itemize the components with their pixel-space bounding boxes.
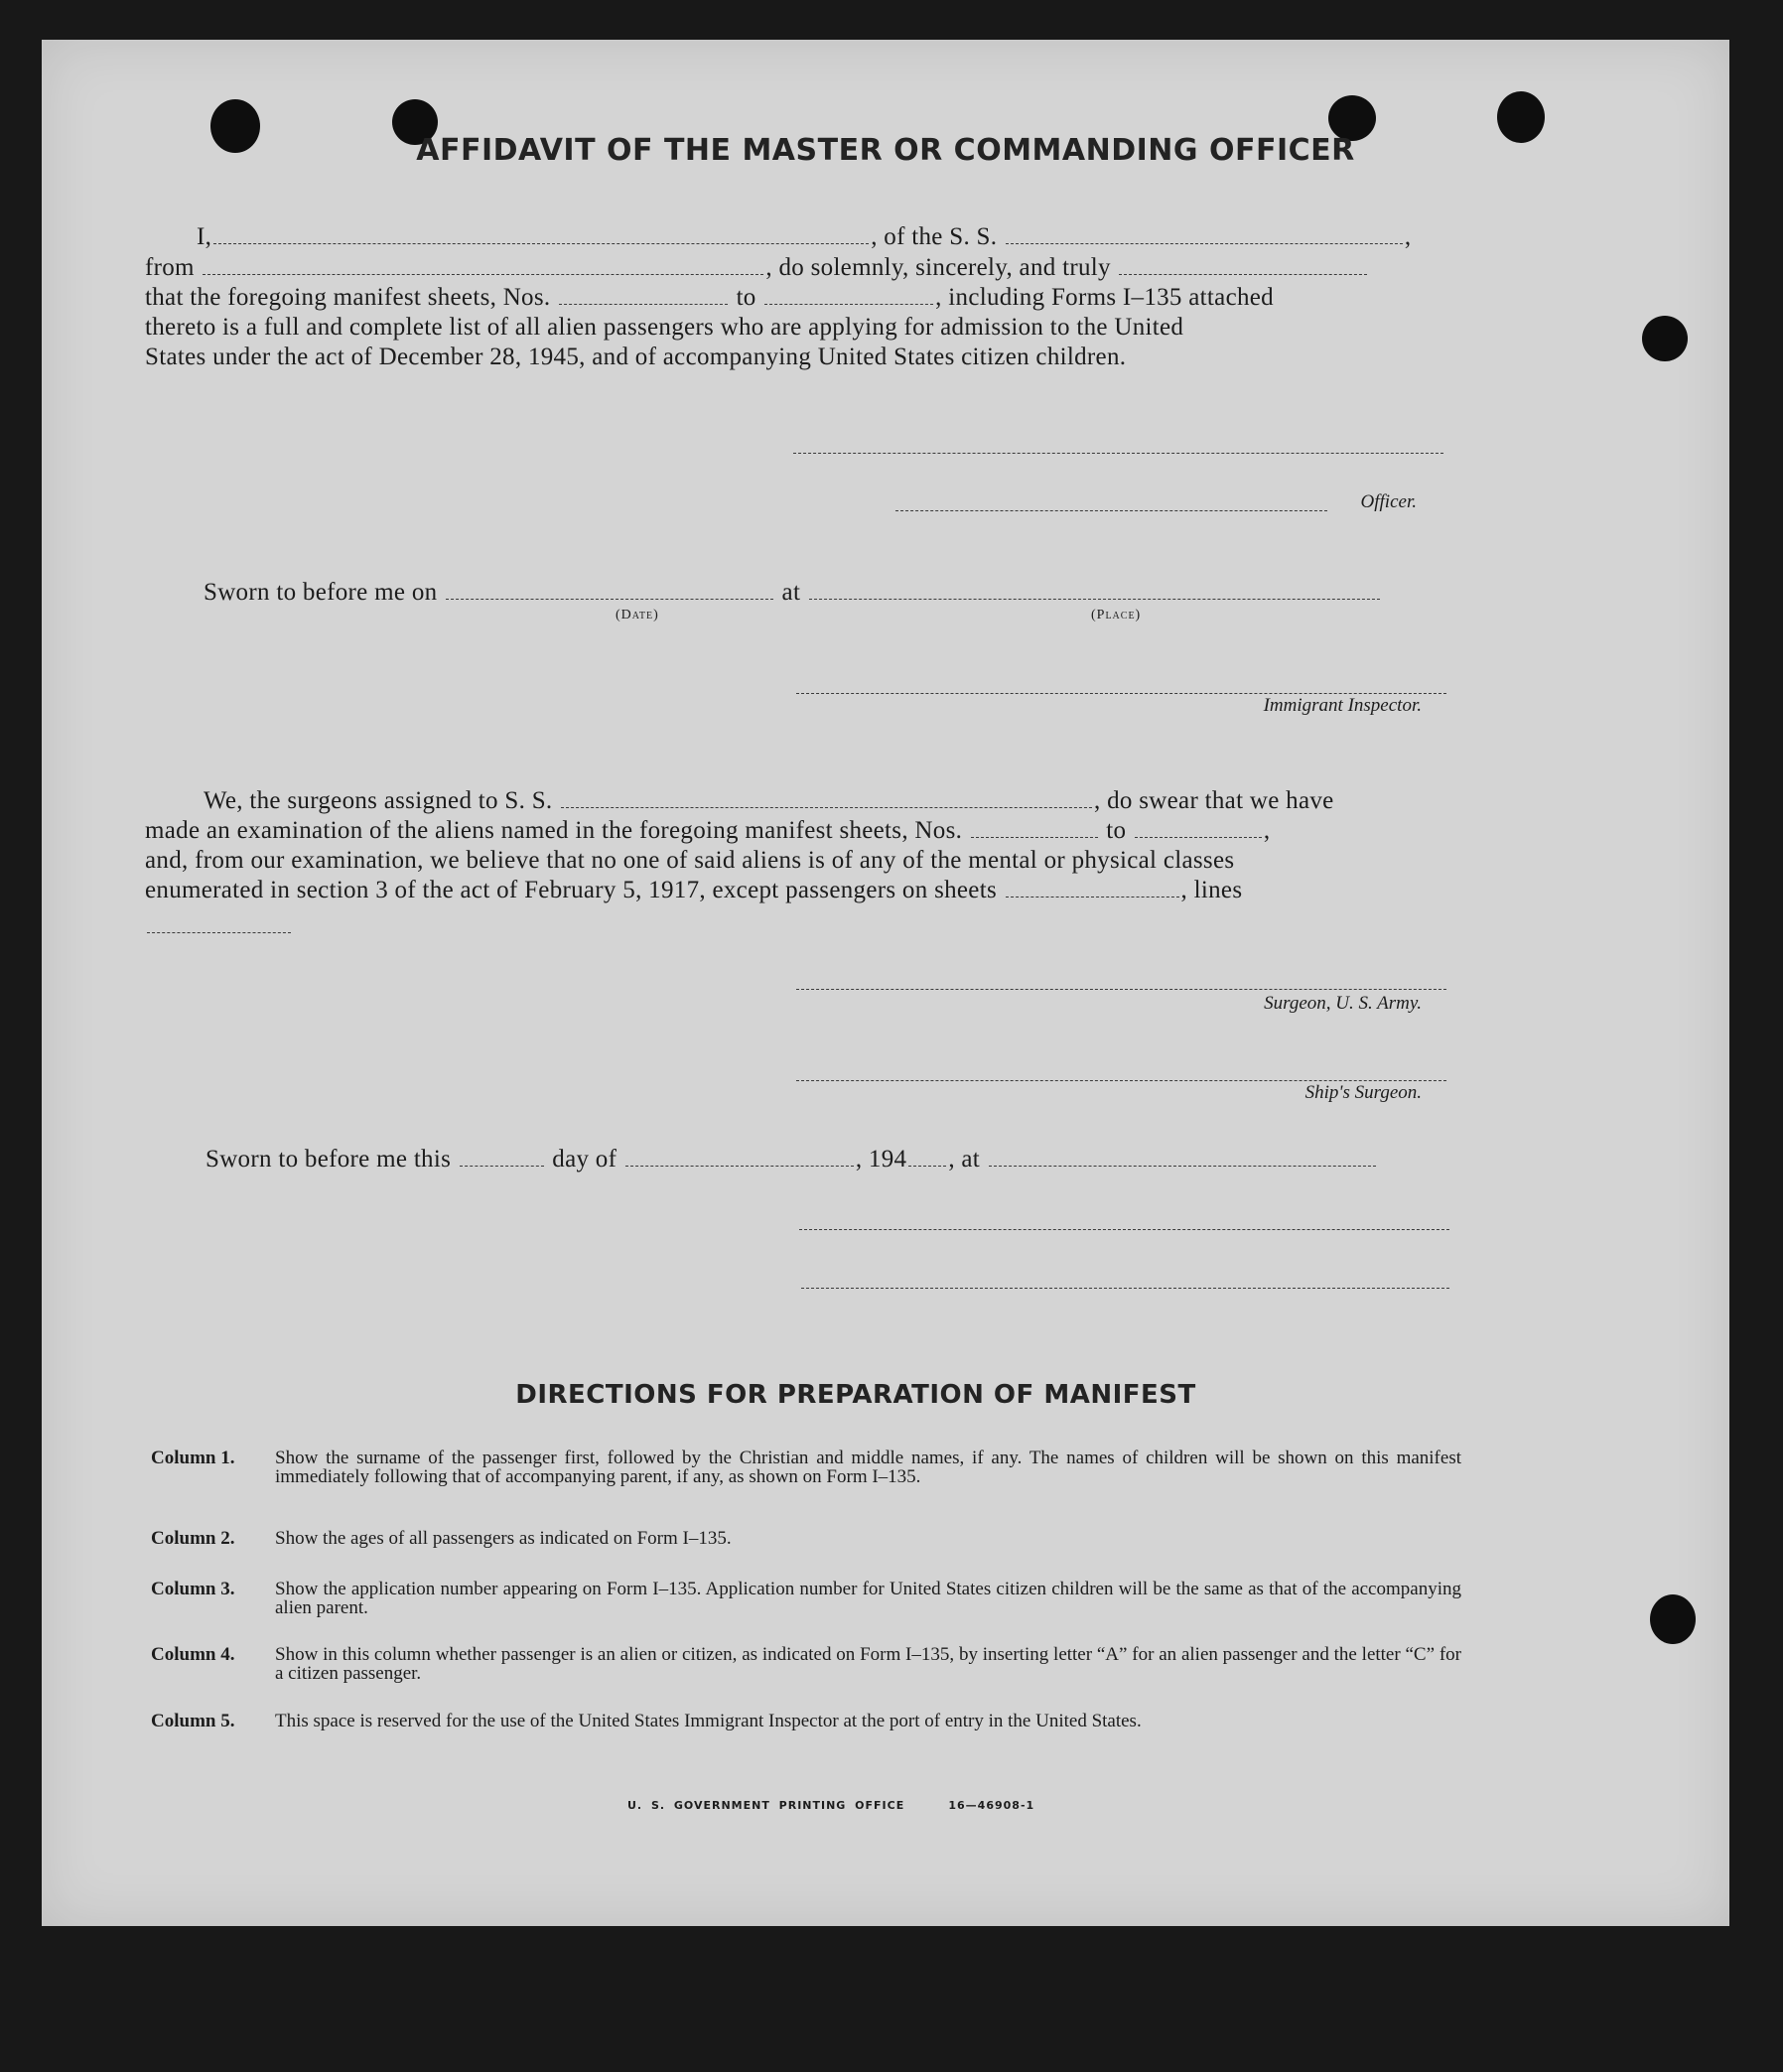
direction-text: Show the surname of the passenger first, followed by the Christian and middle names, if any. The names of children will be shown on this manifest immediately following that of accompanying parent, if any, as shown on Form I–135. — [275, 1448, 1461, 1487]
affidavit-line-5: States under the act of December 28, 1945, and of accompanying United States citizen children. — [145, 344, 1127, 370]
surgeon-line-4 — [145, 876, 1242, 905]
from-port-field[interactable] — [203, 254, 763, 275]
text: , lines — [1180, 877, 1243, 903]
except-lines-field[interactable] — [147, 931, 291, 933]
text: Sworn to before me on — [204, 579, 438, 606]
direction-label: Column 1. — [151, 1448, 235, 1468]
text: , 194 — [855, 1146, 907, 1173]
text: We, the surgeons assigned to S. S. — [204, 787, 553, 814]
sworn-title-line[interactable] — [801, 1287, 1449, 1289]
text: I, — [197, 223, 212, 250]
inspector-signature-line[interactable] — [796, 692, 1446, 694]
direction-text: This space is reserved for the use of the United States Immigrant Inspector at the port of entry in the United States. — [275, 1711, 1142, 1731]
punch-hole — [1650, 1594, 1696, 1644]
direction-text: Show in this column whether passenger is an alien or citizen, as indicated on Form I–135, by inserting letter “A” for an alien passenger and the letter “C” for a citizen passenger. — [275, 1644, 1461, 1684]
master-signature-line[interactable] — [793, 452, 1443, 454]
sworn-day-field[interactable] — [460, 1146, 544, 1167]
text: , of the S. S. — [871, 223, 998, 250]
inspector-label: Immigrant Inspector. — [1263, 695, 1422, 716]
surgeon-line-1 — [204, 786, 1334, 816]
text: to — [736, 284, 756, 311]
text: , do solemnly, sincerely, and truly — [765, 254, 1111, 281]
direction-label: Column 3. — [151, 1579, 235, 1599]
text: at — [781, 579, 801, 606]
sworn-year-field[interactable] — [908, 1146, 946, 1167]
ship-surgeon-signature-line[interactable] — [796, 1079, 1446, 1081]
surgeon-line-2 — [145, 816, 1270, 846]
date-caption: (Date) — [616, 608, 659, 622]
sheets-from-field[interactable] — [559, 284, 728, 305]
sworn-line-2 — [206, 1145, 1378, 1174]
sworn-month-field[interactable] — [625, 1146, 854, 1167]
direction-label: Column 2. — [151, 1528, 235, 1549]
direction-text: Show the ages of all passengers as indicated on Form I–135. — [275, 1528, 732, 1549]
officer-title-line[interactable] — [895, 509, 1327, 511]
printer-imprint — [627, 1799, 1034, 1812]
text: , including Forms I–135 attached — [935, 284, 1274, 311]
ship-surgeon-label: Ship's Surgeon. — [1304, 1082, 1422, 1103]
text: to — [1106, 817, 1127, 844]
sworn-place-field[interactable] — [809, 579, 1380, 600]
text: enumerated in section 3 of the act of February 5, 1917, except passengers on sheets — [145, 877, 997, 903]
punch-hole — [1642, 316, 1688, 361]
text: , do swear that we have — [1094, 787, 1334, 814]
direction-text: Show the application number appearing on Form I–135. Application number for United States citizen children will be the same as that of the accompanying alien parent. — [275, 1579, 1461, 1618]
text: , — [1263, 817, 1271, 844]
affidavit-line-3 — [145, 283, 1274, 313]
affidavit-line-1 — [197, 222, 1411, 252]
printer-name: U. S. GOVERNMENT PRINTING OFFICE — [627, 1799, 905, 1812]
direction-label: Column 4. — [151, 1644, 235, 1665]
surgeon-ship-field[interactable] — [561, 787, 1092, 808]
ship-name-field[interactable] — [1006, 223, 1403, 244]
directions-title: DIRECTIONS FOR PREPARATION OF MANIFEST — [515, 1380, 1196, 1410]
master-name-field[interactable] — [213, 223, 869, 244]
form-code: 16—46908-1 — [948, 1799, 1035, 1812]
except-sheets-field[interactable] — [1006, 877, 1179, 898]
declaration-field[interactable] — [1119, 254, 1367, 275]
text: that the foregoing manifest sheets, Nos. — [145, 284, 551, 311]
direction-label: Column 5. — [151, 1711, 235, 1731]
sworn-line-1 — [204, 578, 1382, 608]
text: , at — [948, 1146, 981, 1173]
surgeon-sheets-from-field[interactable] — [971, 817, 1098, 838]
army-surgeon-label: Surgeon, U. S. Army. — [1264, 993, 1422, 1014]
text: , — [1404, 223, 1412, 250]
text: made an examination of the aliens named in the foregoing manifest sheets, Nos. — [145, 817, 963, 844]
surgeon-line-3: and, from our examination, we believe that no one of said aliens is of any of the mental or physical classes — [145, 847, 1235, 874]
affidavit-title: AFFIDAVIT OF THE MASTER OR COMMANDING OFFICER — [416, 133, 1355, 168]
affidavit-line-4: thereto is a full and complete list of all alien passengers who are applying for admission to the United — [145, 314, 1184, 341]
text: Sworn to before me this — [206, 1146, 452, 1173]
text: from — [145, 254, 195, 281]
army-surgeon-signature-line[interactable] — [796, 988, 1446, 990]
sworn-location-field[interactable] — [989, 1146, 1376, 1167]
sworn-date-field[interactable] — [446, 579, 773, 600]
sheets-to-field[interactable] — [764, 284, 933, 305]
sworn-signature-line[interactable] — [799, 1228, 1449, 1230]
place-caption: (Place) — [1091, 608, 1142, 622]
form-page — [42, 40, 1729, 1926]
text: day of — [552, 1146, 617, 1173]
surgeon-sheets-to-field[interactable] — [1135, 817, 1262, 838]
affidavit-line-2 — [145, 253, 1369, 283]
officer-label: Officer. — [1360, 491, 1417, 512]
